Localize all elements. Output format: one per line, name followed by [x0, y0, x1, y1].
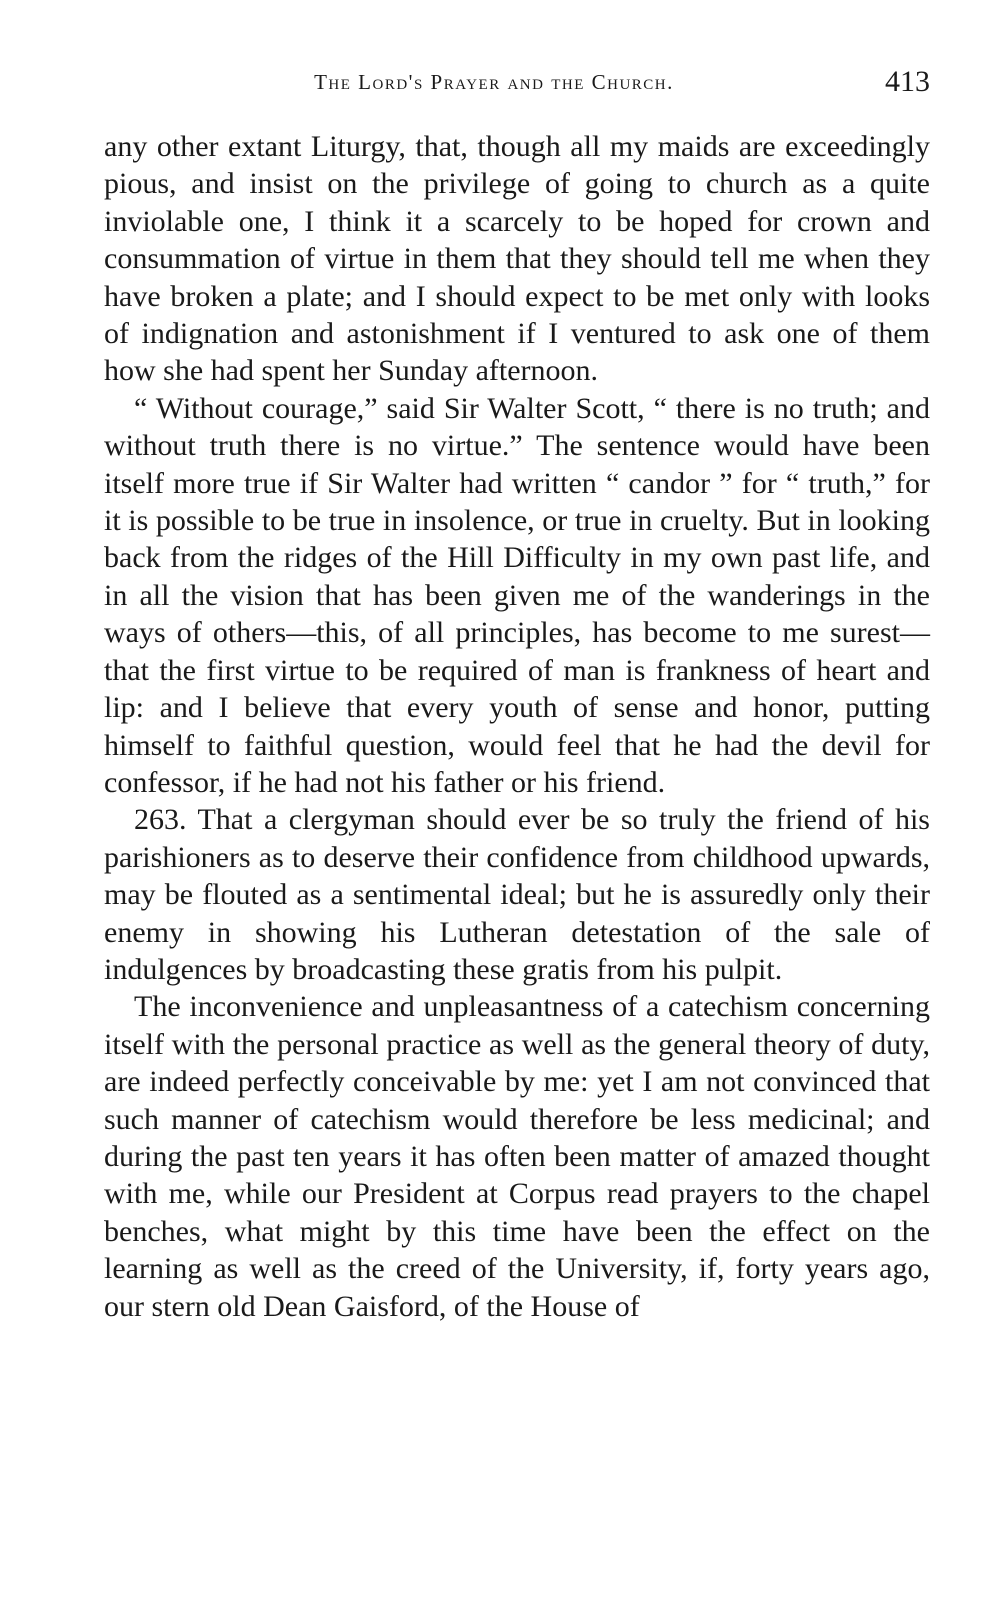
paragraph-continuation: any other extant Liturgy, that, though all my maids are exceedingly pious, and insist on the privilege of going to church as a quite inviolable one, I think it a scarcely to be hoped for crown and consummation of virtue in them that they should tell me when they have broken a plate; and I should expect to be met only with looks of indignation and astonishment if I ventured to ask one of them how she had spent her Sunday afternoon. — [104, 130, 930, 388]
paragraph-catechism: The inconvenience and unpleasantness of a catechism concerning itself with the personal practice as well as the general theory of duty, are indeed perfectly conceivable by me: yet I am not convinced that such manner of catechism would therefore be less medicinal; and during the past ten years it has often been matter of amazed thought with me, while our President at Corpus read prayers to the chapel benches, what might by this time have been the effect on the learning as well as the creed of the University, if, forty years ago, our stern old Dean Gaisford, of the House of — [104, 990, 930, 1323]
page-number: 413 — [885, 65, 930, 98]
running-head — [104, 62, 930, 102]
body-text — [104, 128, 930, 1325]
running-title: The Lord's Prayer and the Church. — [314, 70, 674, 94]
paragraph-scott-quote: “ Without courage,” said Sir Walter Scott, “ there is no truth; and without truth there is no virtue.” The sentence would have been itself more true if Sir Walter had written “ candor ” for “ truth,” for it is possible to be true in insolence, or true in cruelty. But in looking back from the ridges of the Hill Difficulty in my own past life, and in all the vision that has been given me of the wanderings in the ways of others—this, of all principles, has become to me surest—that the first virtue to be required of man is frankness of heart and lip: and I believe that every youth of sense and honor, putting himself to faithful question, would feel that he had the devil for confessor, if he had not his father or his friend. — [104, 391, 930, 799]
paragraph-263: 263. That a clergyman should ever be so truly the friend of his parishioners as to deserve their confidence from childhood upwards, may be flouted as a sentimental ideal; but he is assuredly only their enemy in showing his Lutheran detestation of the sale of indulgences by broadcasting these gratis from his pulpit. — [104, 803, 930, 986]
